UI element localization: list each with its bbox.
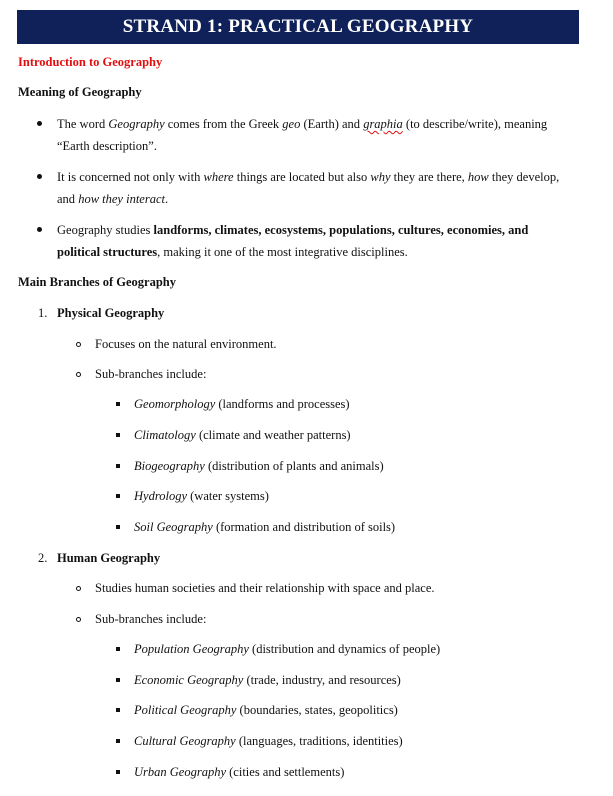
text-run: (landforms and processes) (215, 397, 350, 411)
square-bullet (116, 770, 120, 774)
text-run: Hydrology (134, 489, 187, 503)
text-run: Economic Geography (134, 673, 244, 687)
text-run: (distribution of plants and animals) (204, 459, 384, 473)
list-item (134, 488, 269, 504)
text-run: political structures (57, 245, 158, 259)
human-focus: Studies human societies and their relationship with space and place. (95, 581, 435, 595)
physical-sub-intro: Sub-branches include: (95, 367, 207, 381)
text-run: Biogeography (134, 459, 205, 473)
bullet-dot (37, 121, 42, 126)
text-run: Urban Geography (134, 765, 227, 779)
human-geography-title: Human Geography (57, 551, 161, 565)
text-run: things are located but also (233, 170, 371, 184)
intro-heading: Introduction to Geography (18, 55, 163, 69)
text-run: (climate and weather patterns) (195, 428, 351, 442)
square-bullet (116, 525, 120, 529)
text-run: landforms, climates, ecosystems, populations, cultures, economies, and (153, 223, 529, 237)
circle-bullet (76, 617, 81, 622)
text-run: where (203, 170, 234, 184)
list-number: 1. (38, 306, 48, 320)
text-run: Political Geography (134, 703, 237, 717)
square-bullet (116, 494, 120, 498)
text-run: . (164, 192, 169, 206)
human-sub-intro: Sub-branches include: (95, 612, 207, 626)
text-run: (boundaries, states, geopolitics) (236, 703, 398, 717)
circle-bullet (76, 372, 81, 377)
strand-title: STRAND 1: PRACTICAL GEOGRAPHY (122, 16, 474, 37)
list-item (134, 396, 350, 412)
list-item (134, 458, 384, 474)
text-run: how they interact (78, 192, 165, 206)
text-run: Geography studies (57, 223, 154, 237)
text-run: why (370, 170, 391, 184)
text-run: (languages, traditions, identities) (235, 734, 403, 748)
text-run: Climatology (134, 428, 196, 442)
list-item (134, 672, 401, 688)
meaning-bullet-3-line-2 (57, 244, 408, 260)
square-bullet (116, 433, 120, 437)
branches-heading: Main Branches of Geography (18, 275, 176, 289)
physical-focus: Focuses on the natural environment. (95, 337, 277, 351)
physical-geography-title: Physical Geography (57, 306, 165, 320)
text-run: (water systems) (187, 489, 269, 503)
square-bullet (116, 647, 120, 651)
circle-bullet (76, 586, 81, 591)
text-run: Geography (108, 117, 165, 131)
text-run: Geomorphology (134, 397, 216, 411)
list-item (134, 427, 351, 443)
square-bullet (116, 402, 120, 406)
list-number: 2. (38, 551, 48, 565)
text-run: they are there, (390, 170, 468, 184)
text-run: Cultural Geography (134, 734, 236, 748)
meaning-bullet-1-line-2: “Earth description”. (57, 139, 157, 153)
text-run: (to describe/write), meaning (402, 117, 548, 131)
text-run: how (467, 170, 489, 184)
list-item (134, 733, 403, 749)
text-run: (formation and distribution of soils) (212, 520, 396, 534)
text-run: (trade, industry, and resources) (243, 673, 401, 687)
text-run: (cities and settlements) (226, 765, 345, 779)
text-run: and (57, 192, 79, 206)
text-run: (distribution and dynamics of people) (248, 642, 441, 656)
bullet-dot (37, 174, 42, 179)
square-bullet (116, 464, 120, 468)
meaning-bullet-2-line-2 (57, 191, 168, 207)
list-item (134, 764, 344, 780)
text-run: Population Geography (134, 642, 249, 656)
text-run: , making it one of the most integrative disciplines. (157, 245, 408, 259)
list-item (134, 641, 440, 657)
spellcheck-underlined-word: graphia (363, 117, 403, 131)
text-run: (Earth) and (300, 117, 364, 131)
meaning-bullet-3-line-1 (57, 222, 528, 238)
meaning-bullet-2-line-1 (57, 169, 559, 185)
square-bullet (116, 708, 120, 712)
meaning-bullet-1-line-1 (57, 116, 547, 132)
strand-title-banner (17, 10, 579, 44)
text-run: comes from the Greek (164, 117, 283, 131)
list-item (134, 519, 395, 535)
text-run: geo (282, 117, 301, 131)
text-run: they develop, (488, 170, 560, 184)
square-bullet (116, 678, 120, 682)
circle-bullet (76, 342, 81, 347)
text-run: Soil Geography (134, 520, 213, 534)
text-run: It is concerned not only with (57, 170, 204, 184)
text-run: The word (57, 117, 109, 131)
square-bullet (116, 739, 120, 743)
meaning-heading: Meaning of Geography (18, 85, 142, 99)
bullet-dot (37, 227, 42, 232)
list-item (134, 702, 398, 718)
